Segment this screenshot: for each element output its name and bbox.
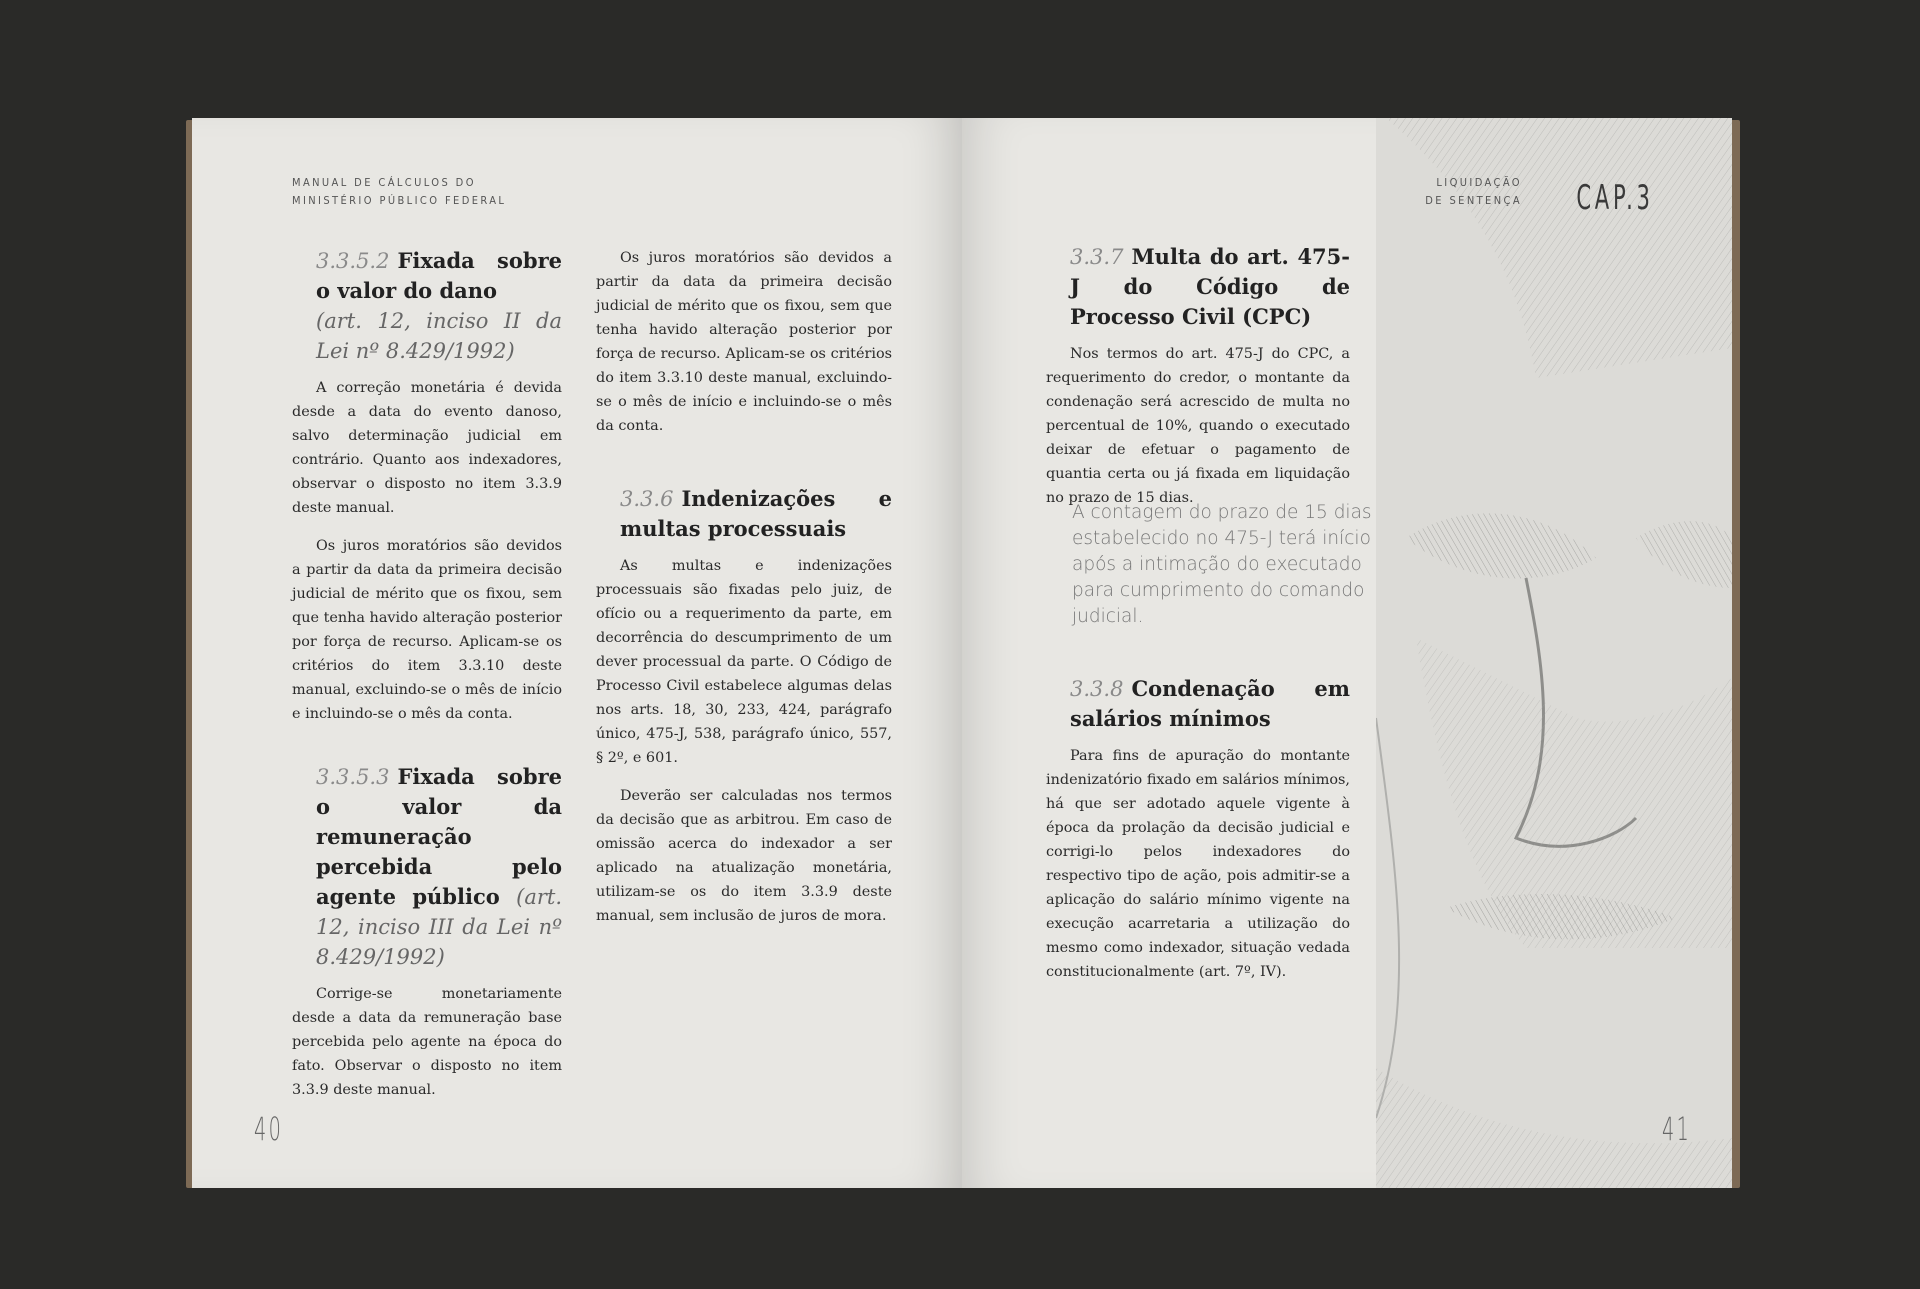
right-column-lower: [1046, 674, 1350, 998]
book-spread: [192, 118, 1732, 1188]
section-heading-3-3-7: [1046, 242, 1350, 332]
paragraph: Os juros moratórios são devidos a partir da data da primeira decisão judicial de mérito que os fixou, sem que tenha havido alteração posterior por força de recurso. Aplicam-se os critérios do item 3.3.10 deste manual, excluindo-se o mês de início e incluindo-se o mês da conta.: [596, 250, 892, 434]
section-subtitle: (art. 12, inciso II da Lei nº 8.429/1992): [316, 309, 562, 363]
section-heading-3-3-5-2: [292, 246, 562, 366]
paragraph: Nos termos do art. 475-J do CPC, a requerimento do credor, o montante da condenação será acrescido de multa no percentual de 10%, quando o executado deixar de efetuar o pagamento de quantia certa ou já fixada em liquidação no prazo de 15 dias.: [1046, 346, 1350, 506]
paragraph: Para fins de apuração do montante indenizatório fixado em salários mínimos, há que ser adotado aquele vigente à época da prolação da decisão judicial e corrigi-lo pelos indexadores do respectivo tipo de ação, pois admitir-se a aplicação do salário mínimo vigente na execução acarretaria a utilização do mesmo como indexador, situação vedada constitucionalmente (art. 7º, IV).: [1046, 748, 1350, 980]
section-number: 3.3.8: [1070, 677, 1124, 701]
left-header-line1: MANUAL DE CÁLCULOS DO: [292, 176, 476, 189]
right-column: [1046, 242, 1350, 524]
right-header-line1: LIQUIDAÇÃO: [1436, 176, 1522, 189]
paragraph: A correção monetária é devida desde a data do evento danoso, salvo determinação judicial em contrário. Quanto aos indexadores, observar o disposto no item 3.3.9 deste manual.: [292, 380, 562, 516]
left-running-header: [292, 174, 506, 210]
left-page: [192, 118, 962, 1188]
right-header-line2: DE SENTENÇA: [1425, 194, 1522, 207]
left-column-2: [596, 246, 892, 942]
pull-quote: A contagem do prazo de 15 dias estabelecido no 475-J terá início após a intimação do executado para cumprimento do comando judicial.: [1072, 502, 1372, 627]
paragraph: As multas e indenizações processuais são fixadas pelo juiz, de ofício ou a requerimento da parte, em decorrência do descumprimento de um dever processual da parte. O Código de Processo Civil estabelece algumas delas nos arts. 18, 30, 233, 424, parágrafo único, 475-J, 538, parágrafo único, 557, § 2º, e 601.: [596, 558, 892, 766]
left-page-number: 40: [254, 1110, 284, 1148]
right-page-number: 41: [1662, 1110, 1692, 1148]
section-title: Fixada sobre o valor da remuneração percebida pelo agente público: [316, 764, 562, 909]
left-header-line2: MINISTÉRIO PÚBLICO FEDERAL: [292, 194, 507, 207]
section-title: Condenação em salários mínimos: [1070, 676, 1350, 731]
section-subtitle: (art. 12, inciso III da Lei nº 8.429/1992): [316, 885, 562, 969]
section-number: 3.3.5.3: [316, 765, 390, 789]
chapter-label: CAP.3: [1576, 178, 1654, 218]
right-running-header: [1382, 174, 1522, 210]
section-number: 3.3.5.2: [316, 249, 390, 273]
paragraph: Corrige-se monetariamente desde a data da remuneração base percebida pelo agente na época do fato. Observar o disposto no item 3.3.9 deste manual.: [292, 986, 562, 1098]
section-title: Indenizações e multas processuais: [620, 486, 892, 541]
section-heading-3-3-6: [596, 484, 892, 544]
section-title: Multa do art. 475-J do Código de Processo Civil (CPC): [1070, 244, 1350, 329]
section-number: 3.3.7: [1070, 245, 1124, 269]
section-number: 3.3.6: [620, 487, 674, 511]
left-column-1: [292, 246, 562, 1116]
section-heading-3-3-5-3: [292, 762, 562, 972]
paragraph: Deverão ser calculadas nos termos da decisão que as arbitrou. Em caso de omissão acerca do indexador a ser aplicado na atualização monetária, utilizam-se os do item 3.3.9 deste manual, sem inclusão de juros de mora.: [596, 788, 892, 924]
section-heading-3-3-8: [1046, 674, 1350, 734]
paragraph: Os juros moratórios são devidos a partir da data da primeira decisão judicial de mérito que os fixou, sem que tenha havido alteração posterior por força de recurso. Aplicam-se os critérios do item 3.3.10 deste manual, excluindo-se o mês de início e incluindo-se o mês da conta.: [292, 538, 562, 722]
section-title: Fixada sobre o valor do dano: [316, 248, 562, 303]
engraved-face-illustration: [1376, 118, 1732, 1188]
right-page: [962, 118, 1732, 1188]
